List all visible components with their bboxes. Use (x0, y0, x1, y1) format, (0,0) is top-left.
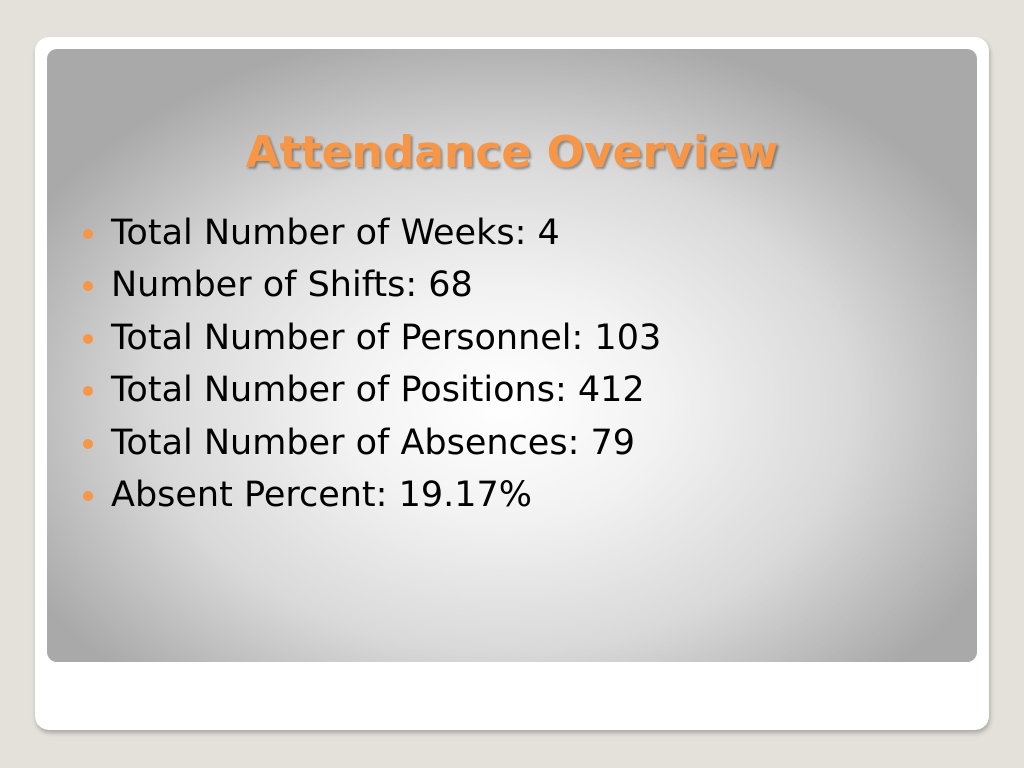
bullet-text: Number of Shifts: 68 (111, 265, 473, 306)
bullet-item (80, 312, 661, 364)
bullet-text: Total Number of Weeks: 4 (111, 213, 560, 253)
bullet-text: Total Number of Absences: 79 (111, 422, 636, 463)
bullet-dot-icon (83, 491, 93, 501)
bullet-item (80, 259, 661, 311)
bullet-item (80, 469, 661, 521)
bullet-dot-icon (83, 439, 93, 449)
bullet-dot-icon (83, 334, 93, 344)
bullet-dot-icon (83, 386, 93, 396)
bullet-item (80, 417, 661, 469)
bullet-list (80, 207, 661, 521)
slide-frame (35, 37, 989, 730)
slide-title: Attendance Overview (245, 127, 779, 178)
bullet-item (80, 207, 661, 259)
bullet-text: Total Number of Personnel: 103 (111, 317, 662, 358)
bullet-text: Absent Percent: 19.17% (111, 474, 533, 515)
slide-panel (47, 49, 977, 662)
bullet-item (80, 364, 661, 416)
bullet-dot-icon (83, 281, 93, 291)
bullet-dot-icon (83, 229, 93, 239)
bullet-text: Total Number of Positions: 412 (111, 370, 645, 411)
